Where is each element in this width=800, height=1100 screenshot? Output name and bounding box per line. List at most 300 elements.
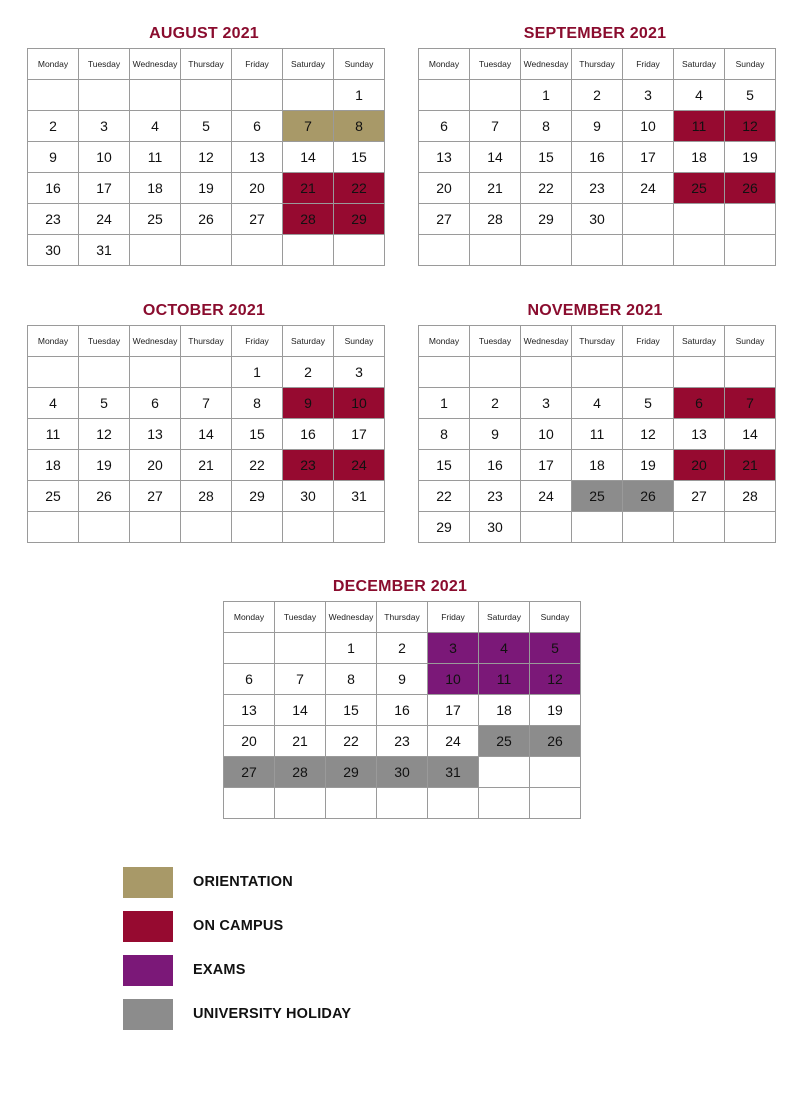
day-cell: 31 <box>334 481 385 512</box>
empty-day-cell <box>79 512 130 543</box>
day-cell: 1 <box>419 388 470 419</box>
week-row <box>28 142 385 173</box>
day-cell: 4 <box>130 111 181 142</box>
day-cell: 7 <box>283 111 334 142</box>
day-cell: 18 <box>674 142 725 173</box>
weekday-header: Wednesday <box>326 602 377 633</box>
week-row <box>224 695 581 726</box>
empty-day-cell <box>181 235 232 266</box>
day-cell: 14 <box>283 142 334 173</box>
day-cell: 21 <box>283 173 334 204</box>
day-cell: 23 <box>572 173 623 204</box>
day-cell: 22 <box>326 726 377 757</box>
legend-label: ORIENTATION <box>193 874 293 890</box>
day-cell: 14 <box>725 419 776 450</box>
empty-day-cell <box>479 788 530 819</box>
day-cell: 20 <box>130 450 181 481</box>
empty-day-cell <box>572 235 623 266</box>
week-row <box>28 450 385 481</box>
weekday-header: Friday <box>428 602 479 633</box>
day-cell: 12 <box>79 419 130 450</box>
weekday-header: Wednesday <box>521 326 572 357</box>
day-cell: 30 <box>470 512 521 543</box>
day-cell: 11 <box>479 664 530 695</box>
day-cell: 13 <box>224 695 275 726</box>
day-cell: 20 <box>674 450 725 481</box>
day-cell: 11 <box>572 419 623 450</box>
day-cell: 9 <box>572 111 623 142</box>
day-cell: 31 <box>79 235 130 266</box>
day-cell: 31 <box>428 757 479 788</box>
day-cell: 18 <box>479 695 530 726</box>
day-cell: 22 <box>232 450 283 481</box>
weekday-header: Sunday <box>725 49 776 80</box>
day-cell: 27 <box>232 204 283 235</box>
legend-item-exams <box>123 954 351 986</box>
day-cell: 10 <box>623 111 674 142</box>
day-cell: 16 <box>283 419 334 450</box>
day-cell: 1 <box>232 357 283 388</box>
day-cell: 23 <box>28 204 79 235</box>
day-cell: 9 <box>470 419 521 450</box>
month-title: AUGUST 2021 <box>149 25 259 42</box>
empty-day-cell <box>181 357 232 388</box>
empty-day-cell <box>623 204 674 235</box>
day-cell: 18 <box>28 450 79 481</box>
empty-day-cell <box>623 512 674 543</box>
weekday-header: Friday <box>623 326 674 357</box>
week-row <box>419 173 776 204</box>
day-cell: 12 <box>725 111 776 142</box>
day-cell: 12 <box>530 664 581 695</box>
weekday-header: Monday <box>28 49 79 80</box>
empty-day-cell <box>130 357 181 388</box>
legend-swatch <box>123 867 173 898</box>
day-cell: 15 <box>419 450 470 481</box>
week-row <box>419 204 776 235</box>
day-cell: 6 <box>419 111 470 142</box>
month-title: SEPTEMBER 2021 <box>523 25 667 42</box>
empty-day-cell <box>674 204 725 235</box>
week-row <box>224 788 581 819</box>
empty-day-cell <box>224 633 275 664</box>
month-calendar <box>418 24 772 266</box>
day-cell: 9 <box>283 388 334 419</box>
day-cell: 21 <box>181 450 232 481</box>
day-cell: 17 <box>623 142 674 173</box>
weekday-header: Tuesday <box>275 602 326 633</box>
month-calendar <box>223 577 577 819</box>
empty-day-cell <box>79 80 130 111</box>
empty-day-cell <box>232 512 283 543</box>
day-cell: 7 <box>470 111 521 142</box>
day-cell: 29 <box>232 481 283 512</box>
empty-day-cell <box>28 357 79 388</box>
empty-day-cell <box>674 357 725 388</box>
day-cell: 11 <box>28 419 79 450</box>
day-cell: 12 <box>623 419 674 450</box>
day-cell: 2 <box>28 111 79 142</box>
day-cell: 21 <box>275 726 326 757</box>
weekday-header: Friday <box>232 326 283 357</box>
month-table <box>27 48 385 266</box>
week-row <box>419 111 776 142</box>
day-cell: 20 <box>224 726 275 757</box>
day-cell: 26 <box>79 481 130 512</box>
day-cell: 27 <box>130 481 181 512</box>
weekday-header: Thursday <box>377 602 428 633</box>
day-cell: 30 <box>572 204 623 235</box>
empty-day-cell <box>232 80 283 111</box>
day-cell: 2 <box>572 80 623 111</box>
day-cell: 8 <box>419 419 470 450</box>
weekday-header: Wednesday <box>130 326 181 357</box>
day-cell: 4 <box>479 633 530 664</box>
empty-day-cell <box>521 357 572 388</box>
week-row <box>28 512 385 543</box>
week-row <box>419 80 776 111</box>
day-cell: 26 <box>623 481 674 512</box>
month-title: DECEMBER 2021 <box>332 578 468 595</box>
empty-day-cell <box>283 235 334 266</box>
empty-day-cell <box>725 512 776 543</box>
empty-day-cell <box>572 357 623 388</box>
day-cell: 28 <box>725 481 776 512</box>
week-row <box>419 419 776 450</box>
day-cell: 16 <box>572 142 623 173</box>
legend-item-campus <box>123 910 351 942</box>
month-title: OCTOBER 2021 <box>142 302 266 319</box>
day-cell: 6 <box>130 388 181 419</box>
empty-day-cell <box>674 235 725 266</box>
day-cell: 25 <box>674 173 725 204</box>
day-cell: 17 <box>521 450 572 481</box>
day-cell: 3 <box>79 111 130 142</box>
empty-day-cell <box>521 235 572 266</box>
empty-day-cell <box>470 235 521 266</box>
empty-day-cell <box>224 788 275 819</box>
empty-day-cell <box>419 357 470 388</box>
week-row <box>224 633 581 664</box>
day-cell: 3 <box>521 388 572 419</box>
day-cell: 17 <box>79 173 130 204</box>
weekday-header: Tuesday <box>79 49 130 80</box>
weekday-header: Sunday <box>334 326 385 357</box>
day-cell: 25 <box>28 481 79 512</box>
week-row <box>28 235 385 266</box>
day-cell: 4 <box>674 80 725 111</box>
week-row <box>28 481 385 512</box>
week-row <box>28 111 385 142</box>
empty-day-cell <box>623 357 674 388</box>
day-cell: 1 <box>326 633 377 664</box>
day-cell: 15 <box>334 142 385 173</box>
legend-label: UNIVERSITY HOLIDAY <box>193 1006 352 1022</box>
empty-day-cell <box>326 788 377 819</box>
day-cell: 22 <box>334 173 385 204</box>
month-table <box>418 48 776 266</box>
week-row <box>419 388 776 419</box>
legend-swatch <box>123 955 173 986</box>
day-cell: 26 <box>530 726 581 757</box>
empty-day-cell <box>479 757 530 788</box>
day-cell: 20 <box>232 173 283 204</box>
day-cell: 9 <box>28 142 79 173</box>
empty-day-cell <box>530 788 581 819</box>
day-cell: 30 <box>283 481 334 512</box>
empty-day-cell <box>334 235 385 266</box>
day-cell: 25 <box>572 481 623 512</box>
legend-swatch <box>123 999 173 1030</box>
empty-day-cell <box>470 357 521 388</box>
weekday-header: Thursday <box>181 326 232 357</box>
empty-day-cell <box>572 512 623 543</box>
month-title: NOVEMBER 2021 <box>527 302 663 319</box>
week-row <box>419 235 776 266</box>
day-cell: 14 <box>470 142 521 173</box>
day-cell: 13 <box>674 419 725 450</box>
empty-day-cell <box>623 235 674 266</box>
week-row <box>28 357 385 388</box>
weekday-header: Saturday <box>674 326 725 357</box>
day-cell: 24 <box>334 450 385 481</box>
week-row <box>419 512 776 543</box>
day-cell: 3 <box>428 633 479 664</box>
day-cell: 15 <box>326 695 377 726</box>
week-row <box>224 726 581 757</box>
day-cell: 23 <box>470 481 521 512</box>
day-cell: 8 <box>334 111 385 142</box>
empty-day-cell <box>79 357 130 388</box>
day-cell: 25 <box>479 726 530 757</box>
day-cell: 2 <box>283 357 334 388</box>
day-cell: 24 <box>79 204 130 235</box>
day-cell: 10 <box>428 664 479 695</box>
day-cell: 16 <box>28 173 79 204</box>
day-cell: 9 <box>377 664 428 695</box>
weekday-header-row <box>28 49 385 80</box>
day-cell: 12 <box>181 142 232 173</box>
day-cell: 4 <box>572 388 623 419</box>
week-row <box>224 757 581 788</box>
empty-day-cell <box>181 80 232 111</box>
month-calendar <box>27 24 381 266</box>
day-cell: 28 <box>181 481 232 512</box>
empty-day-cell <box>130 80 181 111</box>
empty-day-cell <box>428 788 479 819</box>
day-cell: 3 <box>623 80 674 111</box>
week-row <box>28 80 385 111</box>
empty-day-cell <box>275 788 326 819</box>
day-cell: 30 <box>377 757 428 788</box>
day-cell: 5 <box>530 633 581 664</box>
week-row <box>28 204 385 235</box>
month-calendar <box>418 301 772 543</box>
day-cell: 3 <box>334 357 385 388</box>
empty-day-cell <box>275 633 326 664</box>
weekday-header: Wednesday <box>130 49 181 80</box>
day-cell: 1 <box>521 80 572 111</box>
legend-label: EXAMS <box>193 962 246 978</box>
empty-day-cell <box>419 80 470 111</box>
weekday-header: Monday <box>419 49 470 80</box>
day-cell: 24 <box>521 481 572 512</box>
week-row <box>28 173 385 204</box>
week-row <box>419 481 776 512</box>
empty-day-cell <box>28 80 79 111</box>
empty-day-cell <box>419 235 470 266</box>
weekday-header: Friday <box>623 49 674 80</box>
day-cell: 18 <box>130 173 181 204</box>
empty-day-cell <box>130 235 181 266</box>
day-cell: 10 <box>334 388 385 419</box>
day-cell: 6 <box>232 111 283 142</box>
day-cell: 14 <box>181 419 232 450</box>
empty-day-cell <box>521 512 572 543</box>
day-cell: 15 <box>521 142 572 173</box>
day-cell: 6 <box>224 664 275 695</box>
day-cell: 8 <box>521 111 572 142</box>
day-cell: 29 <box>521 204 572 235</box>
week-row <box>419 357 776 388</box>
day-cell: 23 <box>377 726 428 757</box>
weekday-header-row <box>419 49 776 80</box>
day-cell: 27 <box>419 204 470 235</box>
empty-day-cell <box>334 512 385 543</box>
day-cell: 29 <box>419 512 470 543</box>
day-cell: 20 <box>419 173 470 204</box>
day-cell: 5 <box>79 388 130 419</box>
weekday-header: Saturday <box>479 602 530 633</box>
day-cell: 30 <box>28 235 79 266</box>
weekday-header: Monday <box>28 326 79 357</box>
day-cell: 23 <box>283 450 334 481</box>
day-cell: 28 <box>275 757 326 788</box>
day-cell: 13 <box>419 142 470 173</box>
day-cell: 15 <box>232 419 283 450</box>
day-cell: 11 <box>674 111 725 142</box>
day-cell: 24 <box>428 726 479 757</box>
empty-day-cell <box>283 80 334 111</box>
day-cell: 5 <box>181 111 232 142</box>
empty-day-cell <box>725 204 776 235</box>
month-table <box>223 601 581 819</box>
weekday-header-row <box>224 602 581 633</box>
day-cell: 19 <box>725 142 776 173</box>
day-cell: 22 <box>419 481 470 512</box>
day-cell: 17 <box>428 695 479 726</box>
day-cell: 26 <box>181 204 232 235</box>
day-cell: 2 <box>377 633 428 664</box>
day-cell: 8 <box>326 664 377 695</box>
day-cell: 4 <box>28 388 79 419</box>
day-cell: 16 <box>377 695 428 726</box>
day-cell: 8 <box>232 388 283 419</box>
day-cell: 24 <box>623 173 674 204</box>
month-table <box>27 325 385 543</box>
empty-day-cell <box>674 512 725 543</box>
day-cell: 14 <box>275 695 326 726</box>
month-calendar <box>27 301 381 543</box>
day-cell: 18 <box>572 450 623 481</box>
day-cell: 7 <box>725 388 776 419</box>
day-cell: 10 <box>521 419 572 450</box>
week-row <box>28 419 385 450</box>
day-cell: 19 <box>530 695 581 726</box>
empty-day-cell <box>725 357 776 388</box>
empty-day-cell <box>377 788 428 819</box>
day-cell: 7 <box>275 664 326 695</box>
day-cell: 7 <box>181 388 232 419</box>
weekday-header: Tuesday <box>470 326 521 357</box>
empty-day-cell <box>725 235 776 266</box>
legend-label: ON CAMPUS <box>193 918 284 934</box>
weekday-header: Sunday <box>334 49 385 80</box>
weekday-header: Thursday <box>572 49 623 80</box>
day-cell: 21 <box>725 450 776 481</box>
weekday-header: Monday <box>224 602 275 633</box>
day-cell: 13 <box>130 419 181 450</box>
day-cell: 17 <box>334 419 385 450</box>
weekday-header: Sunday <box>725 326 776 357</box>
day-cell: 27 <box>674 481 725 512</box>
legend-swatch <box>123 911 173 942</box>
day-cell: 22 <box>521 173 572 204</box>
weekday-header: Saturday <box>674 49 725 80</box>
weekday-header: Saturday <box>283 326 334 357</box>
day-cell: 5 <box>623 388 674 419</box>
empty-day-cell <box>232 235 283 266</box>
day-cell: 5 <box>725 80 776 111</box>
day-cell: 29 <box>334 204 385 235</box>
empty-day-cell <box>130 512 181 543</box>
weekday-header: Saturday <box>283 49 334 80</box>
day-cell: 1 <box>334 80 385 111</box>
weekday-header: Tuesday <box>470 49 521 80</box>
empty-day-cell <box>28 512 79 543</box>
day-cell: 16 <box>470 450 521 481</box>
day-cell: 28 <box>470 204 521 235</box>
day-cell: 19 <box>623 450 674 481</box>
day-cell: 27 <box>224 757 275 788</box>
weekday-header: Wednesday <box>521 49 572 80</box>
day-cell: 10 <box>79 142 130 173</box>
empty-day-cell <box>530 757 581 788</box>
weekday-header: Thursday <box>572 326 623 357</box>
day-cell: 21 <box>470 173 521 204</box>
month-table <box>418 325 776 543</box>
legend <box>123 866 351 1042</box>
day-cell: 2 <box>470 388 521 419</box>
empty-day-cell <box>181 512 232 543</box>
day-cell: 11 <box>130 142 181 173</box>
weekday-header: Friday <box>232 49 283 80</box>
weekday-header: Monday <box>419 326 470 357</box>
day-cell: 28 <box>283 204 334 235</box>
weekday-header-row <box>28 326 385 357</box>
day-cell: 6 <box>674 388 725 419</box>
day-cell: 19 <box>79 450 130 481</box>
weekday-header: Sunday <box>530 602 581 633</box>
week-row <box>224 664 581 695</box>
empty-day-cell <box>470 80 521 111</box>
week-row <box>28 388 385 419</box>
week-row <box>419 450 776 481</box>
day-cell: 19 <box>181 173 232 204</box>
day-cell: 13 <box>232 142 283 173</box>
week-row <box>419 142 776 173</box>
weekday-header: Tuesday <box>79 326 130 357</box>
